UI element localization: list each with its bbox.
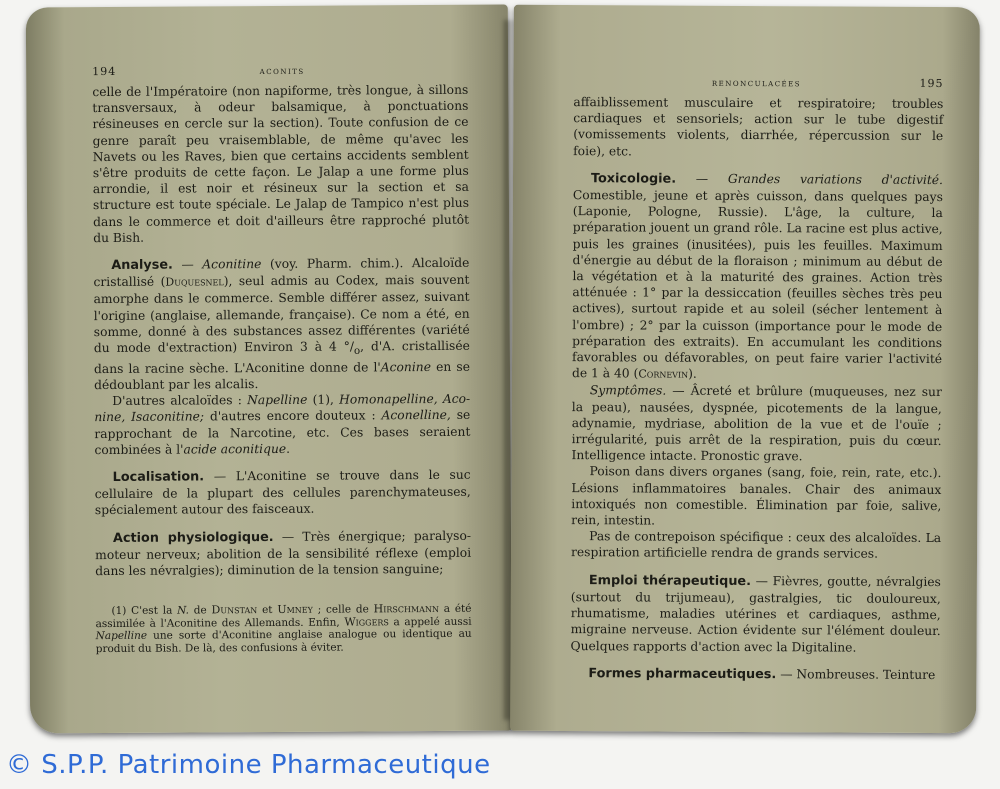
intro-paragraph-right: affaiblissement musculaire et respiratoire; troubles cardiaques et sensoriels; action sur le tube digestif (vomissements violents, diarrhée, répercussion sur le foie), etc. [573,95,944,159]
right-page-body [570,94,943,684]
right-page-header [573,75,943,90]
analyse-paragraph-2: D'autres alcaloïdes : Napelline (1), Homonapelline, Aconine, Isaconitine; d'autres encore douteux : Aconelline, se rapprochant de la Narcotine, etc. Ces bases seraient combinées à l'acide aconitique. [94,391,471,457]
analyse-heading: Analyse. [111,257,173,273]
section-emploi: Emploi thérapeutique. — Fièvres, goutte, névralgies (surtout du trijumeau), gastralgies, tic douloureux, rhumatisme, maladies utérines et cardiaques, asthme, migraine nerveuse. Action évidente sur l'élément douleur. Quelques rapports d'action avec la Digitaline. [570,572,941,655]
copyright-watermark: © S.P.P. Patrimoine Pharmaceutique [6,750,491,780]
page-number-right: 195 [919,76,944,91]
symptomes-label: Symptômes. [589,383,667,399]
left-page [26,5,512,734]
section-analyse: Analyse. — Aconitine (voy. Pharm. chim.). Alcaloïde cristallisé (Duquesnel), seul admis au Codex, mais souvent amorphe dans le commerce. Semble différer assez, suivant l'origine (anglaise, allemande, française). Ce nom a été, en somme, donné à des substances assez différentes (variété du mode d'extraction) Environ 3 à 4 $^\circ/_o$, d'A. cristallisée dans la racine sèche. L'Aconitine donne de l'Aconine en se dédoublant par les alcalis. D'autres alcaloïdes : Napelline (1), Homonapelline, Aconine, Isaconitine; d'autres encore douteux : Aconelline, se rapprochant de la Narcotine, etc. Ces bases seraient combinées à l'acide aconitique. [93,255,471,457]
footnote: (1) C'est la N. de Dunstan et Umney ; celle de Hirschmann a été assimilée à l'Aconitine des Allemands. Enfin, Wiggers a appelé aussi Napelline une sorte d'Aconitine anglaise analogue ou identique au produit du Bish. De là, des confusions à éviter. [95,602,472,655]
left-page-body [92,82,471,579]
left-page-header [92,63,468,78]
intro-paragraph-left: celle de l'Impératoire (non napiforme, très longue, à sillons transversaux, à odeur balsamique, à ponctuations résineuses en cercle sur la section). Toute confusion de ce genre paraît peu vraisemblable, de même qu'avec les Navets ou les Raves, bien que certains accidents semblent s'être produits de cette façon. Le Jalap a une forme plus arrondie, il est noir et résineux sur la section et sa structure est toute spéciale. Le Jalap de Tampico n'est plus dans le commerce et doit d'ailleurs être rapproché plutôt du Bish. [92,82,470,245]
section-formes: Formes pharmaceutiques. — Nombreuses. Teinture [588,665,936,682]
emploi-heading: Emploi thérapeutique. [588,572,752,589]
section-toxicologie: Toxicologie. — Grandes variations d'activité. Comestible, jeune et après cuisson, dans quelques pays (Laponie, Pologne, Russie). L'âge, la culture, la préparation jouent un grand rôle. La racine est plus active, puis les graines (inusitées), puis les feuilles. Maximum d'énergie au début de la floraison ; minimum au début de la végétation et à la maturité des graines. Action très atténuée : 1° par la dessiccation (feuilles sèches très peu actives), surtout rapide et au soleil (sécher lentement à l'ombre) ; 2° par la cuisson (importance pour le mode de préparation des extraits). En accumulant les conditions favorables ou défavorables, on peut faire varier l'activité de 1 à 40 (Cornevin). Symptômes. — Âcreté et brûlure (muqueuses, nez sur la peau), nausées, dyspnée, picotements de la langue, adynamie, mydriase, abolition de la vue et de l'ouïe ; irrégularité, puis arrêt de la respiration, puis du cœur. Intelligence intacte. Pronostic grave. Poison dans divers organes (sang, foie, rein, rate, etc.). Lésions inflammatoires banales. Chair des animaux intoxiqués non comestible. Élimination par foie, salive, rein, intestin. Pas de contrepoison spécifique : ceux des alcaloïdes. La respiration artificielle rendra de grands services. [570,171,944,562]
contrepoison-paragraph: Pas de contrepoison spécifique : ceux des alcaloïdes. La respiration artificielle rendra de grands services. [570,529,942,562]
running-head-right: RENONCULACÉES [711,79,802,89]
poison-paragraph: Poison dans divers organes (sang, foie, rein, rate, etc.). Lésions inflammatoires banales. Chair des animaux intoxiqués non comestible. Élimination par foie, salive, rein, intestin. [571,464,942,528]
section-action: Action physiologique. — Très énergique; paralyso-moteur nerveux; abolition de la sensibilité réflexe (emploi dans les névralgies); diminution de la tension sanguine; [95,528,472,579]
open-book [28,6,978,732]
localisation-heading: Localisation. [112,469,205,485]
formes-heading: Formes pharmaceutiques. [588,665,777,682]
action-heading: Action physiologique. [112,529,274,546]
section-localisation: Localisation. — L'Aconitine se trouve dans le suc cellulaire de la plupart des cellules parenchymateuses, spécialement autour des faisceaux. [94,467,471,518]
page-number-left: 194 [92,64,117,79]
symptomes-paragraph: Symptômes. — Âcreté et brûlure (muqueuses, nez sur la peau), nausées, dyspnée, picotements de la langue, adynamie, mydriase, abolition de la vue et de l'ouïe ; irrégularité, puis arrêt de la respiration, puis du cœur. Intelligence intacte. Pronostic grave. [571,383,942,464]
toxicologie-heading: Toxicologie. [590,171,677,187]
right-page [510,5,980,733]
running-head-left: ACONITS [259,67,305,77]
